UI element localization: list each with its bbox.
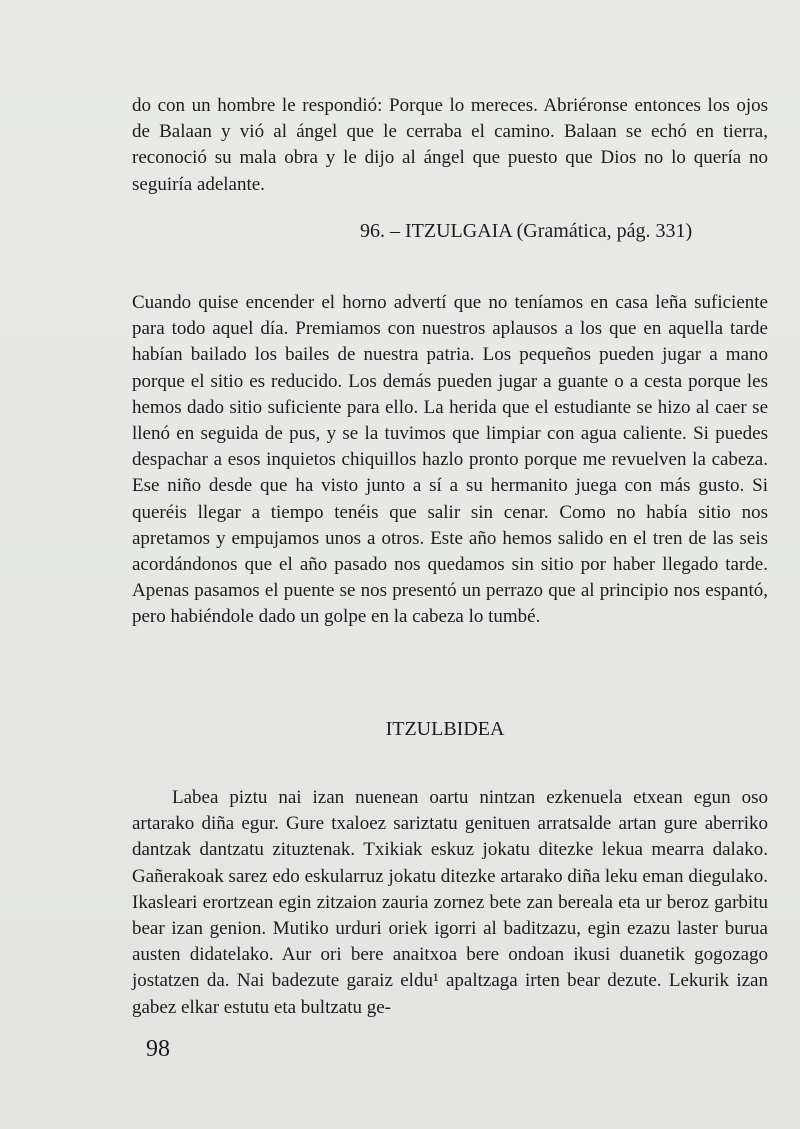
- page-number: 98: [146, 1036, 170, 1062]
- exercise-paragraph: Cuando quise encender el horno advertí que no teníamos en casa leña suficiente para todo aquel día. Premiamos con nuestros aplausos a los que en aquella tarde habían bailado los bailes de nuestra patria. Los pequeños pueden jugar a mano porque el sitio es reducido. Los demás pueden jugar a guante o a cesta porque les hemos dado sitio suficiente para ello. La herida que el estudiante se hizo al caer se llenó en seguida de pus, y se la tuvimos que limpiar con agua caliente. Si puedes despachar a esos inquietos chiquillos hazlo pronto porque me revuelven la cabeza. Ese niño desde que ha visto junto a sí a su hermanito juega con más gusto. Si queréis llegar a tiempo tenéis que salir sin cenar. Como no había sitio nos apretamos y empujamos unos a otros. Este año hemos salido en el tren de las seis acordándonos que el año pasado nos quedamos sin sitio por haber llegado tarde. Apenas pasamos el puente se nos presentó un perrazo que al principio nos espantó, pero habiéndole dado un golpe en la cabeza lo tumbé.: [132, 292, 768, 628]
- translation-paragraph: Labea piztu nai izan nuenean oartu nintzan ezkenuela etxean egun oso artarako diña egur. Gure txaloez sariztatu genituen arratsalde artan gure aberriko dantzak dantzatu zituztenak. Txikiak eskuz jokatu ditezke lekua mearra dalako. Gañerakoak sarez edo eskularruz jokatu ditezke artarako diña leku eman diegulako. Ikasleari erortzean egin zitzaion zauria zornez bete zan bereala eta ur beroz garbitu bear izan genion. Mutiko urduri oriek igorri al baditzazu, egin ezazu laster burua austen didatelako. Aur ori bere anaitxoa bere ondoan ikusi duanetik gogozago jostatzen da. Nai badezute garaiz eldu¹ apaltzaga irten bear dezute. Lekurik izan gabez elkar estutu eta bultzatu ge-: [132, 787, 768, 1018]
- paragraph-continuation: do con un hombre le respondió: Porque lo mereces. Abriéronse entonces los ojos de Balaan y vió al ángel que le cerraba el camino. Balaan se echó en tierra, reconoció su mala obra y le dijo al ángel que puesto que Dios no lo quería no seguiría adelante.: [132, 95, 768, 195]
- exercise-heading: 96. – ITZULGAIA (Gramática, pág. 331): [360, 220, 693, 242]
- translation-heading: ITZULBIDEA: [385, 718, 505, 740]
